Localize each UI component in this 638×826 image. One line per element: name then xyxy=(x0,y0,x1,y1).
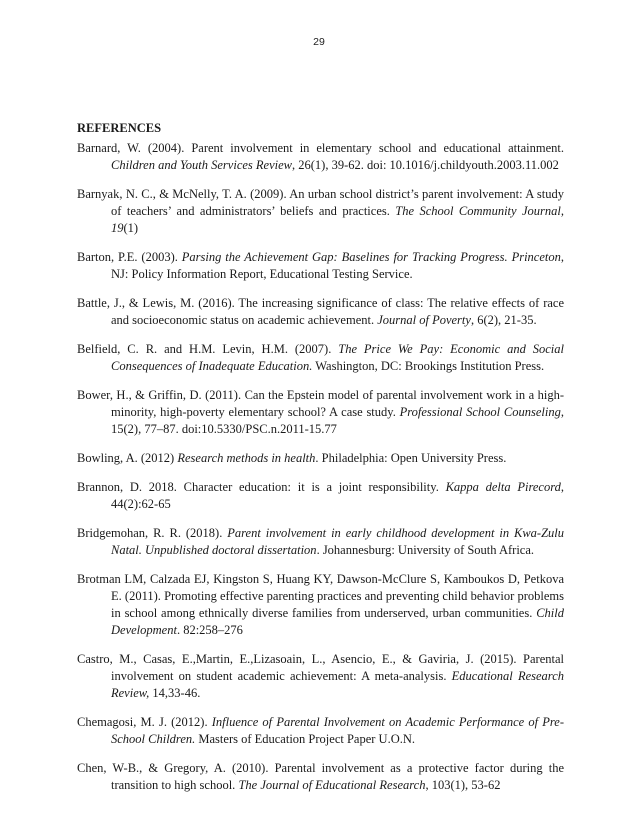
reference-text: , 44(2):62-65 xyxy=(111,480,564,511)
references-section xyxy=(77,120,564,806)
reference-entry xyxy=(77,525,564,559)
reference-italic-text: Professional School Counseling xyxy=(399,405,561,419)
references-heading: REFERENCES xyxy=(77,121,162,135)
reference-entry xyxy=(77,387,564,438)
reference-italic-text: The Price We Pay: Economic and Social Consequences of Inadequate Education. xyxy=(111,342,564,373)
reference-text: (1) xyxy=(123,221,139,235)
reference-text: Bowling, A. (2012) xyxy=(77,451,178,465)
reference-text: , NJ: Policy Information Report, Educational Testing Service. xyxy=(111,250,564,281)
reference-italic-text: The School Community Journal, 19 xyxy=(111,204,564,235)
reference-entry xyxy=(77,450,564,467)
page-number: 29 xyxy=(313,36,325,48)
reference-text: Masters of Education Project Paper U.O.N. xyxy=(195,732,416,746)
reference-text: Bower, H., & Griffin, D. (2011). Can the Epstein model of parental involvement work in a high-minority, high-poverty elementary school? A case study. xyxy=(77,388,564,419)
reference-entry xyxy=(77,479,564,513)
reference-text: Chemagosi, M. J. (2012). xyxy=(77,715,212,729)
reference-entry xyxy=(77,760,564,794)
reference-text: Barnard, W. (2004). Parent involvement in elementary school and educational attainment. xyxy=(77,141,564,155)
reference-text: Castro, M., Casas, E.,Martin, E.,Lizasoain, L., Asencio, E., & Gaviria, J. (2015). Parental involvement on student academic achievement: A meta-analysis. xyxy=(77,652,564,683)
reference-text: Bridgemohan, R. R. (2018). xyxy=(77,526,228,540)
reference-italic-text: Children and Youth Services Review xyxy=(111,158,292,172)
reference-text: . Philadelphia: Open University Press. xyxy=(315,451,507,465)
reference-text: , 26(1), 39-62. doi: 10.1016/j.childyouth.2003.11.002 xyxy=(292,158,559,172)
reference-text: Brannon, D. 2018. Character education: it is a joint responsibility. xyxy=(77,480,446,494)
reference-italic-text: Educational Research Review, xyxy=(111,669,564,700)
reference-text: Belfield, C. R. and H.M. Levin, H.M. (2007). xyxy=(77,342,339,356)
reference-text: Barton, P.E. (2003). xyxy=(77,250,182,264)
reference-entry xyxy=(77,714,564,748)
reference-text: Brotman LM, Calzada EJ, Kingston S, Huang KY, Dawson-McClure S, Kamboukos D, Petkova E. (2011). Promoting effective parenting practices and preventing child behavior problems in school among ethnically diverse families from underserved, urban communities. xyxy=(77,572,564,620)
reference-entry xyxy=(77,651,564,702)
reference-text: Chen, W-B., & Gregory, A. (2010). Parental involvement as a protective factor during the transition to high school. xyxy=(77,761,564,792)
reference-entry xyxy=(77,140,564,174)
reference-entry xyxy=(77,186,564,237)
reference-entry xyxy=(77,341,564,375)
reference-italic-text: Research methods in health xyxy=(177,451,316,465)
reference-entry xyxy=(77,295,564,329)
reference-italic-text: Influence of Parental Involvement on Academic Performance of Pre-School Children. xyxy=(111,715,564,746)
reference-entry xyxy=(77,249,564,283)
reference-italic-text: Kappa delta Pirecord xyxy=(445,480,561,494)
reference-entry xyxy=(77,571,564,639)
reference-text: . 82:258–276 xyxy=(176,623,243,637)
reference-italic-text: Parent involvement in early childhood development in Kwa-Zulu Natal. Unpublished doctoral dissertation xyxy=(111,526,565,557)
reference-text: . Johannesburg: University of South Africa. xyxy=(316,543,535,557)
reference-text: , 6(2), 21-35. xyxy=(470,313,537,327)
reference-italic-text: Child Development xyxy=(111,606,564,637)
reference-italic-text: Journal of Poverty xyxy=(377,313,471,327)
reference-text: , 103(1), 53-62 xyxy=(425,778,501,792)
reference-text: Battle, J., & Lewis, M. (2016). The increasing significance of class: The relative effects of race and socioeconomic status on academic achievement. xyxy=(77,296,564,327)
reference-text: Barnyak, N. C., & McNelly, T. A. (2009). An urban school district’s parent involvement: A study of teachers’ and administrators’ beliefs and practices. xyxy=(77,187,564,218)
reference-italic-text: The Journal of Educational Research xyxy=(238,778,426,792)
reference-italic-text: Parsing the Achievement Gap: Baselines for Tracking Progress. Princeton xyxy=(181,250,561,264)
reference-text: 14,33-46. xyxy=(149,686,201,700)
reference-text: Washington, DC: Brookings Institution Press. xyxy=(312,359,545,373)
reference-text: , 15(2), 77–87. doi:10.5330/PSC.n.2011-15.77 xyxy=(111,405,564,436)
reference-list xyxy=(77,140,564,794)
